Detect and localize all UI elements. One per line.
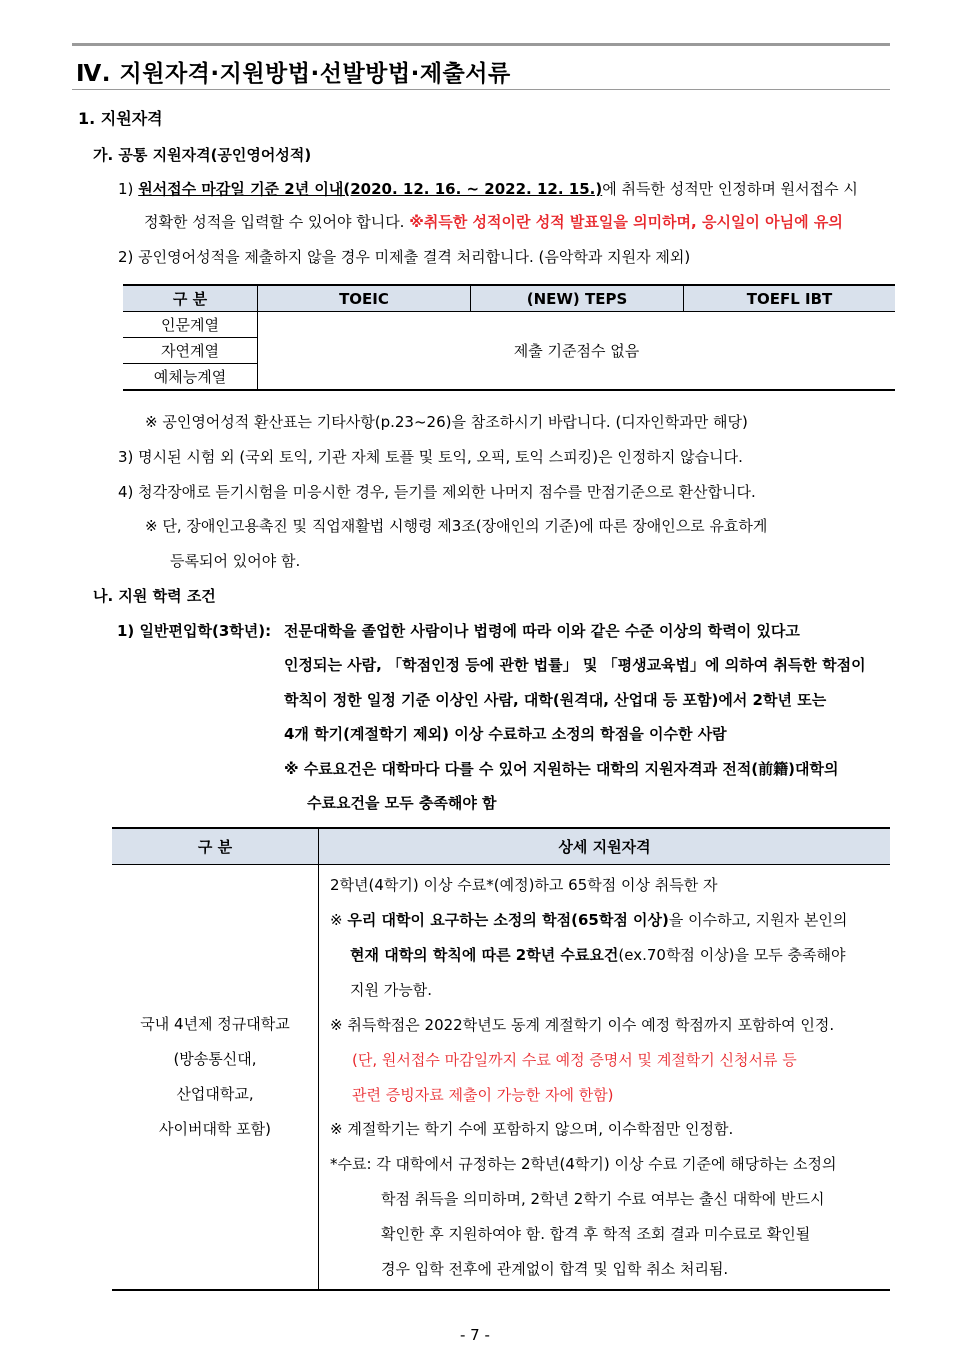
detail-bold: 현재 대학의 학칙에 따른 2학년 수료요건 bbox=[350, 946, 619, 964]
th-toefl: TOEFL IBT bbox=[684, 285, 896, 312]
detail-bold: 우리 대학이 요구하는 소정의 학점(65학점 이상) bbox=[347, 911, 669, 929]
ga-item-4: 4) 청각장애로 듣기시험을 미응시한 경우, 듣기를 제외한 나머지 점수를 만점기준으로 환산합니다. bbox=[118, 483, 756, 501]
section-title: 1. 지원자격 bbox=[78, 109, 163, 128]
ga-item-3: 3) 명시된 시험 외 (국외 토익, 기관 자체 토플 및 토익, 오픽, 토익 스피킹)은 인정하지 않습니다. bbox=[118, 448, 743, 466]
ga-note-1: ※ 공인영어성적 환산표는 기타사항(p.23~26)을 참조하시기 바랍니다. (디자인학과만 해당) bbox=[145, 413, 748, 431]
row-humanities: 인문계열 bbox=[123, 312, 258, 338]
ga-item-1-rest: 에 취득한 성적만 인정하며 원서접수 시 bbox=[602, 180, 858, 198]
chapter-title: Ⅳ. 지원자격·지원방법·선발방법·제출서류 bbox=[76, 61, 511, 87]
ga-item-1-line2 bbox=[144, 211, 843, 232]
category-line: 산업대학교, bbox=[176, 1085, 254, 1103]
row-natural-science: 자연계열 bbox=[123, 338, 258, 364]
detail-rest: 을 이수하고, 지원자 본인의 bbox=[668, 911, 848, 929]
detail-line bbox=[330, 909, 847, 930]
detail-prefix: ※ bbox=[330, 911, 348, 929]
th-category: 구 분 bbox=[112, 828, 319, 865]
detail-line: ※ 취득학점은 2022학년도 동계 계절학기 이수 예정 학점까지 포함하여 인정. bbox=[330, 1016, 835, 1034]
na-note-line: 수료요건을 모두 충족해야 함 bbox=[307, 794, 497, 812]
detail-line: 경우 입학 전후에 관계없이 합격 및 입학 취소 처리됨. bbox=[381, 1260, 729, 1278]
eligibility-table bbox=[112, 827, 890, 1291]
na-item-1-line: 학칙이 정한 일정 기준 이상인 사람, 대학(원격대, 산업대 등 포함)에서 2학년 또는 bbox=[284, 691, 827, 709]
ga-item-1-bold: 원서접수 마감일 기준 2년 이내(2020. 12. 16. ~ 2022. 12. 15.) bbox=[138, 180, 603, 198]
na-item-1-label: 1) 일반편입학(3학년): bbox=[117, 622, 272, 640]
ga-note-2-line1: ※ 단, 장애인고용촉진 및 직업재활법 시행령 제3조(장애인의 기준)에 따른 장애인으로 유효하게 bbox=[145, 517, 768, 535]
ga-note-2-line2: 등록되어 있어야 함. bbox=[170, 552, 301, 570]
detail-line-red: (단, 원서접수 마감일까지 수료 예정 증명서 및 계절학기 신청서류 등 bbox=[352, 1051, 797, 1069]
category-cell bbox=[112, 865, 319, 1291]
na-item-1-line: 인정되는 사람, 「학점인정 등에 관한 법률」 및 「평생교육법」에 의하여 취득한 학점이 bbox=[284, 656, 866, 674]
th-category: 구 분 bbox=[123, 285, 258, 312]
detail-line: 확인한 후 지원하여야 함. 합격 후 학적 조회 결과 미수료로 확인될 bbox=[381, 1225, 811, 1243]
ga-item-2: 2) 공인영어성적을 제출하지 않을 경우 미제출 결격 처리합니다. (음악학과 지원자 제외) bbox=[118, 248, 691, 266]
ga-item-1-line2-text: 정확한 성적을 입력할 수 있어야 합니다. bbox=[144, 213, 405, 231]
subsection-ga-title: 가. 공통 지원자격(공인영어성적) bbox=[93, 146, 312, 164]
detail-line: 2학년(4학기) 이상 수료*(예정)하고 65학점 이상 취득한 자 bbox=[330, 876, 718, 894]
category-line: 국내 4년제 정규대학교 bbox=[140, 1015, 290, 1033]
details-cell bbox=[319, 865, 891, 1291]
ga-item-1-num: 1) bbox=[118, 180, 134, 198]
subsection-na-title: 나. 지원 학력 조건 bbox=[93, 587, 216, 605]
na-note-line: ※ 수료요건은 대학마다 다를 수 있어 지원하는 대학의 지원자격과 전적(前籍)대학의 bbox=[284, 760, 839, 778]
english-score-table bbox=[123, 284, 895, 391]
ga-item-1 bbox=[118, 178, 858, 199]
detail-line: ※ 계절학기는 학기 수에 포함하지 않으며, 이수학점만 인정함. bbox=[330, 1120, 734, 1138]
detail-line bbox=[350, 944, 846, 965]
merged-value-cell: 제출 기준점수 없음 bbox=[258, 312, 896, 391]
detail-line: 지원 가능함. bbox=[350, 981, 432, 999]
th-toeic: TOEIC bbox=[258, 285, 471, 312]
ga-item-1-red-note: ※취득한 성적이란 성적 발표일을 의미하며, 응시일이 아님에 유의 bbox=[409, 213, 843, 231]
detail-line: *수료: 각 대학에서 규정하는 2학년(4학기) 이상 수료 기준에 해당하는 소정의 bbox=[330, 1155, 837, 1173]
detail-line-red: 관련 증빙자료 제출이 가능한 자에 한함) bbox=[352, 1086, 614, 1104]
category-line: 사이버대학 포함) bbox=[158, 1120, 272, 1138]
category-line: (방송통신대, bbox=[173, 1050, 257, 1068]
detail-line: 학점 취득을 의미하며, 2학년 2학기 수료 여부는 출신 대학에 반드시 bbox=[381, 1190, 825, 1208]
th-teps: (NEW) TEPS bbox=[471, 285, 684, 312]
th-details: 상세 지원자격 bbox=[319, 828, 891, 865]
page-number: - 7 - bbox=[460, 1326, 490, 1344]
top-rule bbox=[72, 43, 890, 46]
na-item-1-line: 4개 학기(계절학기 제외) 이상 수료하고 소정의 학점을 이수한 사람 bbox=[284, 725, 727, 743]
detail-rest: (ex.70학점 이상)을 모두 충족해야 bbox=[618, 946, 846, 964]
row-arts-sports: 예체능계열 bbox=[123, 364, 258, 391]
na-item-1-line: 전문대학을 졸업한 사람이나 법령에 따라 이와 같은 수준 이상의 학력이 있다고 bbox=[284, 622, 800, 640]
chapter-rule bbox=[72, 89, 890, 90]
